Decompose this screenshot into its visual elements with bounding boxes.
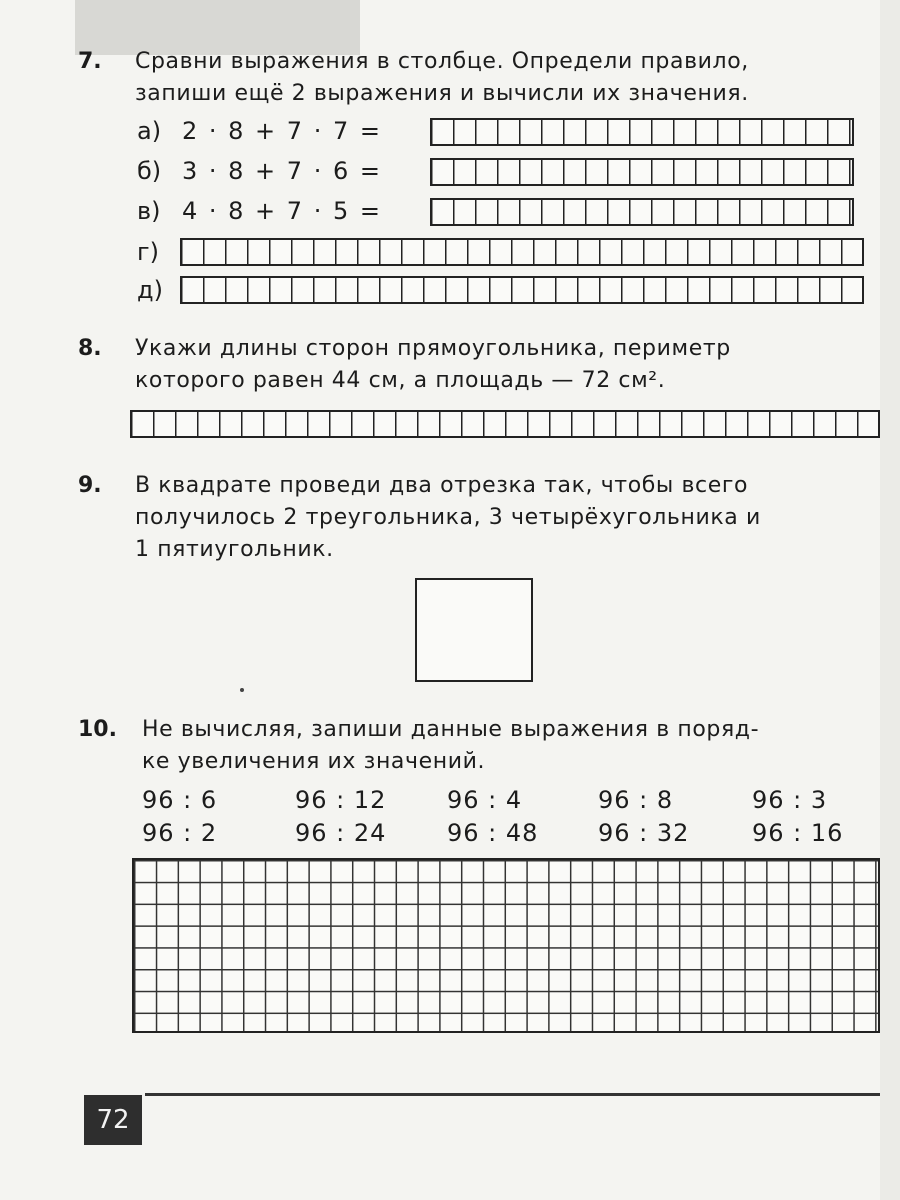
answer-cells[interactable] <box>130 410 880 438</box>
answer-cells[interactable] <box>180 238 864 266</box>
task-number: 10. <box>78 717 117 742</box>
division-expression: 96 : 2 <box>142 819 218 847</box>
answer-grid[interactable] <box>132 858 880 1033</box>
answer-cells[interactable] <box>430 158 854 186</box>
expression: 4 · 8 + 7 · 5 = <box>182 197 382 225</box>
task-text-line: которого равен 44 см, а площадь — 72 см². <box>135 368 666 393</box>
division-expression: 96 : 32 <box>598 819 690 847</box>
expression: 3 · 8 + 7 · 6 = <box>182 157 382 185</box>
task-text-line: В квадрате проведи два отрезка так, чтобы всего <box>135 473 749 498</box>
task-number: 7. <box>78 49 102 74</box>
task-number: 8. <box>78 336 102 361</box>
item-label: г) <box>137 238 159 266</box>
task-text-line: 1 пятиугольник. <box>135 537 334 562</box>
task-text-line: запиши ещё 2 выражения и вычисли их значения. <box>135 81 749 106</box>
task-text-line: ке увеличения их значений. <box>142 749 486 774</box>
division-expression: 96 : 6 <box>142 786 218 814</box>
item-label: а) <box>137 117 162 145</box>
answer-cells[interactable] <box>430 198 854 226</box>
item-label: в) <box>137 197 161 225</box>
division-expression: 96 : 12 <box>295 786 387 814</box>
footer-rule <box>145 1093 880 1096</box>
task-text-line: Сравни выражения в столбце. Определи правило, <box>135 49 749 74</box>
stray-dot <box>240 688 244 692</box>
task-number: 9. <box>78 473 102 498</box>
answer-cells[interactable] <box>180 276 864 304</box>
division-expression: 96 : 8 <box>598 786 674 814</box>
division-expression: 96 : 16 <box>752 819 844 847</box>
drawing-square[interactable] <box>415 578 533 682</box>
division-expression: 96 : 48 <box>447 819 539 847</box>
task-text-line: Не вычисляя, запиши данные выражения в поряд- <box>142 717 760 742</box>
task-text-line: Укажи длины сторон прямоугольника, периметр <box>135 336 731 361</box>
page-edge <box>880 0 900 1200</box>
division-expression: 96 : 24 <box>295 819 387 847</box>
item-label: д) <box>137 276 163 304</box>
top-shade <box>75 0 360 55</box>
division-expression: 96 : 3 <box>752 786 828 814</box>
page-number: 72 <box>84 1095 142 1145</box>
answer-cells[interactable] <box>430 118 854 146</box>
division-expression: 96 : 4 <box>447 786 523 814</box>
expression: 2 · 8 + 7 · 7 = <box>182 117 382 145</box>
task-text-line: получилось 2 треугольника, 3 четырёхугольника и <box>135 505 761 530</box>
item-label: б) <box>137 157 162 185</box>
